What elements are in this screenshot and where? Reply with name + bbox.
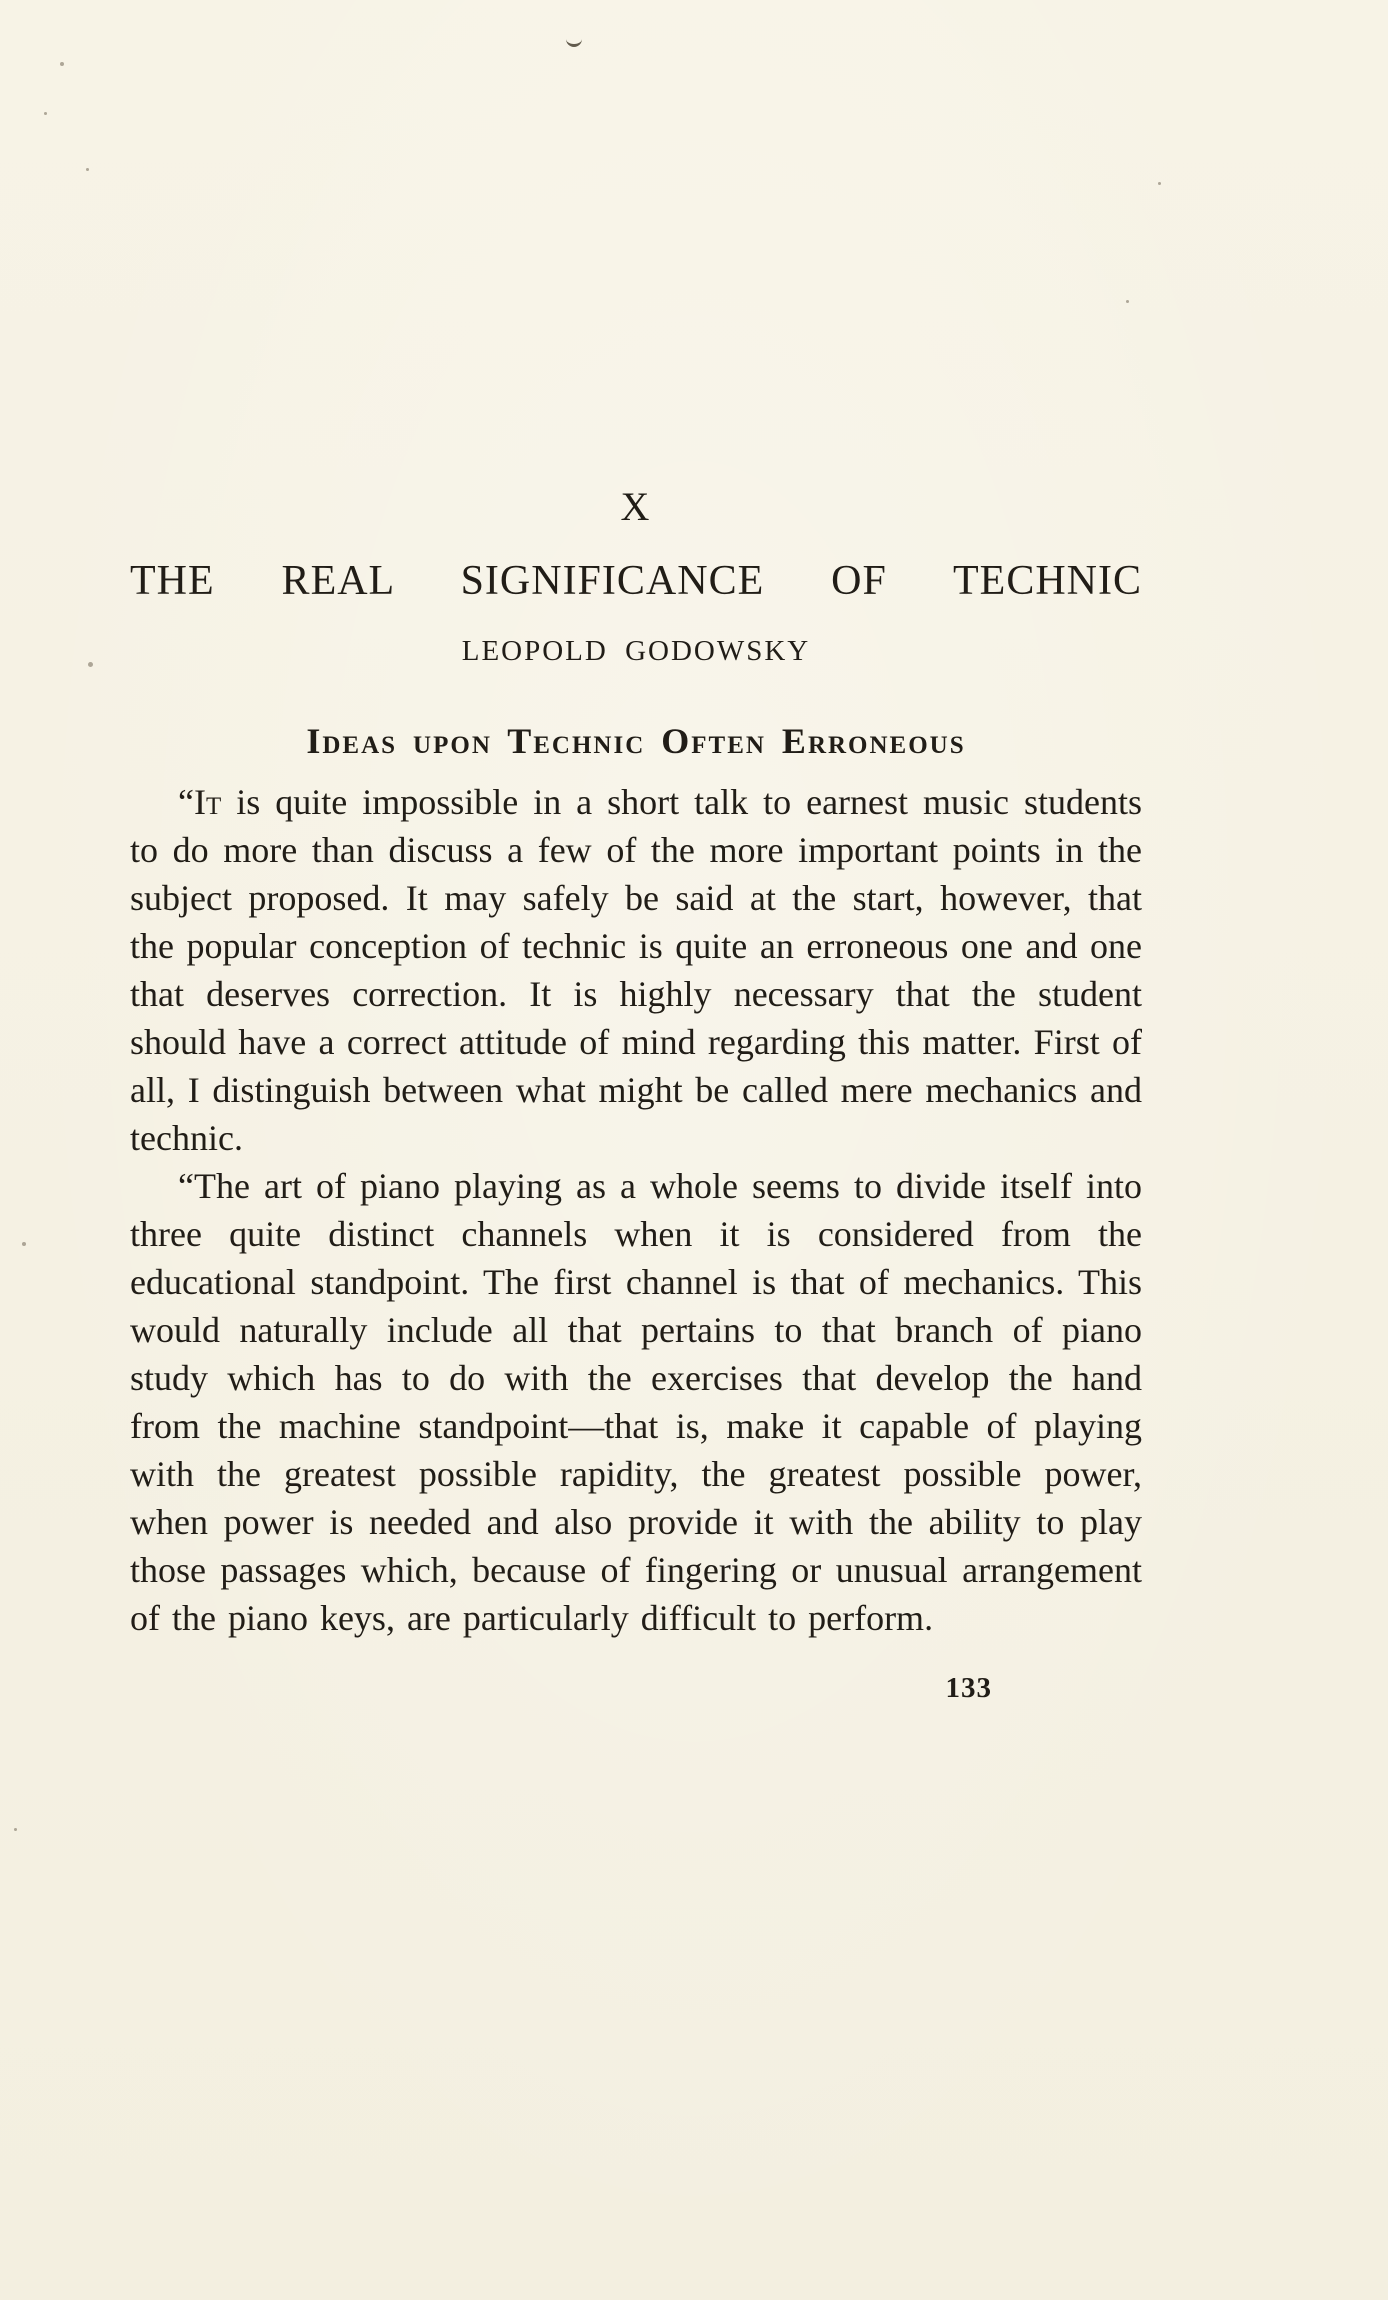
paragraph-text: art of piano playing as a whole seems to divide itself into three quite distinct channels when it is considered from the educational standpoint. The first channel is that of mechanics. This would naturally include all that pertains to that branch of piano study which has to do with the exercises that develop the hand from the machine standpoint—that is, make it capable of playing with the greatest possible rapidity, the greatest possible power, when power is needed and also provide it with the ability to play those passages which, because of fingering or unusual arrangement of the piano keys, are particularly difficult to perform. <box>130 1165 1142 1638</box>
text-column <box>130 0 1142 1705</box>
paragraph-lead: “It <box>178 781 222 822</box>
paper-speckle <box>1158 182 1161 185</box>
page-title: THE REAL SIGNIFICANCE OF TECHNIC <box>130 558 1142 604</box>
paper-speckle <box>86 168 89 171</box>
paper-speckle <box>14 1828 17 1831</box>
paper-speckle <box>44 112 47 115</box>
author-byline: LEOPOLD GODOWSKY <box>461 634 811 667</box>
paragraph <box>130 778 1142 1162</box>
paper-speckle <box>22 1242 26 1246</box>
page-number: 133 <box>945 1671 992 1704</box>
paragraph-lead: “The <box>178 1165 250 1206</box>
paper-speckle <box>60 62 64 66</box>
paragraph-text: is quite impossible in a short talk to earnest music students to do more than discuss a few of the more important points in the subject proposed. It may safely be said at the start, however, that the popular conception of technic is quite an erroneous one and one that deserves correction. It is highly necessary that the student should have a correct attitude of mind regarding this matter. First of all, I distinguish between what might be called mere mechanics and technic. <box>130 781 1142 1158</box>
chapter-number: X <box>620 484 652 529</box>
paragraph <box>130 1162 1142 1642</box>
paper-speckle <box>88 662 93 667</box>
body-text <box>130 778 1142 1642</box>
section-heading: Ideas upon Technic Often Erroneous <box>306 720 966 761</box>
